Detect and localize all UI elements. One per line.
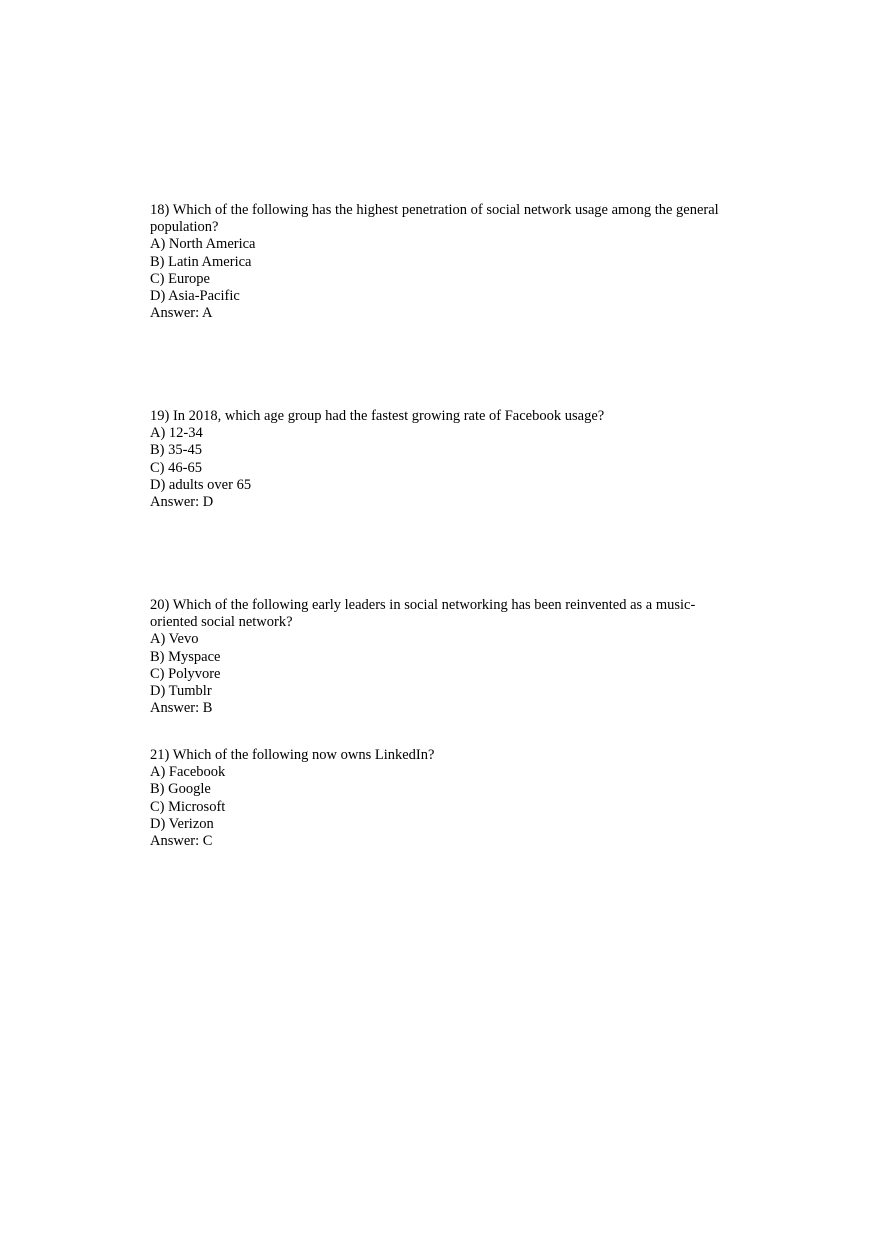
option-c: C) 46-65 xyxy=(150,459,202,476)
answer-text: Answer: B xyxy=(150,700,213,717)
option-c: C) Polyvore xyxy=(150,665,221,682)
option-b: B) Latin America xyxy=(150,253,252,270)
option-a: A) Vevo xyxy=(150,631,199,648)
option-c: C) Europe xyxy=(150,270,210,287)
option-a: A) 12-34 xyxy=(150,425,203,442)
answer-text: Answer: C xyxy=(150,833,213,850)
question-21 xyxy=(150,747,730,850)
option-d: D) adults over 65 xyxy=(150,476,252,493)
option-list xyxy=(150,631,730,700)
question-text: 19) In 2018, which age group had the fastest growing rate of Facebook usage? xyxy=(150,408,605,424)
answer-text: Answer: D xyxy=(150,494,214,511)
option-list xyxy=(150,236,730,305)
option-b: B) Google xyxy=(150,781,211,798)
question-text: 18) Which of the following has the highest penetration of social network usage among the general population? xyxy=(150,202,719,236)
question-text: 21) Which of the following now owns LinkedIn? xyxy=(150,747,435,763)
option-a: A) Facebook xyxy=(150,764,226,781)
option-d: D) Asia-Pacific xyxy=(150,288,240,305)
option-d: D) Verizon xyxy=(150,815,214,832)
option-b: B) Myspace xyxy=(150,648,221,665)
option-a: A) North America xyxy=(150,236,256,253)
option-b: B) 35-45 xyxy=(150,442,202,459)
answer-text: Answer: A xyxy=(150,305,213,322)
option-list xyxy=(150,764,730,833)
question-text: 20) Which of the following early leaders in social networking has been reinvented as a music-oriented social network? xyxy=(150,597,696,631)
option-d: D) Tumblr xyxy=(150,683,212,700)
option-list xyxy=(150,425,730,494)
question-20 xyxy=(150,597,730,717)
question-19 xyxy=(150,408,730,511)
option-c: C) Microsoft xyxy=(150,798,226,815)
question-18 xyxy=(150,202,730,322)
